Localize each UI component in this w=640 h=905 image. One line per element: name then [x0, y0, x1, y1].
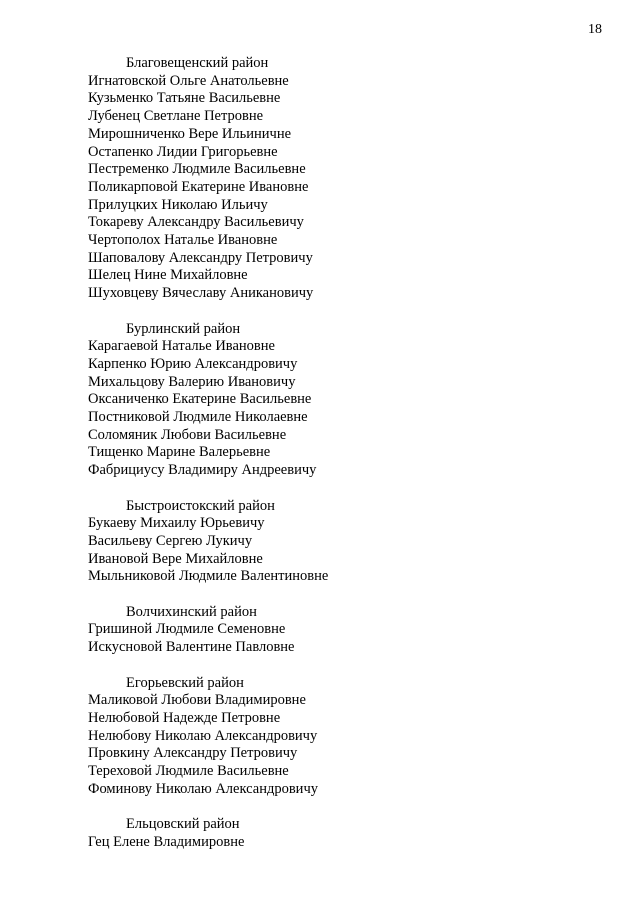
- recipient-name: Ивановой Вере Михайловне: [88, 550, 263, 567]
- recipient-name: Букаеву Михаилу Юрьевичу: [88, 515, 265, 532]
- recipient-name: Шуховцеву Вячеславу Аникановичу: [88, 285, 314, 302]
- district-heading: Бурлинский район: [126, 320, 241, 337]
- district-heading: Благовещенский район: [126, 55, 269, 71]
- recipient-name: Гришиной Людмиле Семеновне: [88, 621, 286, 638]
- recipient-name: Токареву Александру Васильевичу: [88, 214, 304, 231]
- district-section-volchikhinsky: [88, 604, 608, 657]
- recipient-name: Фабрициусу Владимиру Андреевичу: [88, 462, 317, 479]
- recipient-name: Лубенец Светлане Петровне: [88, 108, 264, 125]
- district-section-bystroistoksky: [88, 498, 608, 587]
- district-heading: Волчихинский район: [126, 603, 257, 620]
- recipient-name: Михальцову Валерию Ивановичу: [88, 373, 296, 390]
- recipient-name: Карпенко Юрию Александровичу: [88, 355, 298, 372]
- recipient-name: Шаповалову Александру Петровичу: [88, 249, 313, 266]
- recipient-list: [88, 73, 608, 303]
- document-body: [88, 55, 608, 852]
- recipient-name: Васильеву Сергею Лукичу: [88, 532, 253, 549]
- recipient-name: Шелец Нине Михайловне: [88, 267, 248, 284]
- recipient-name: Соломяник Любови Васильевне: [88, 426, 287, 443]
- recipient-name: Прилуцких Николаю Ильичу: [88, 196, 268, 213]
- recipient-name: Мирошниченко Вере Ильиничне: [88, 125, 292, 142]
- recipient-name: Фоминову Николаю Александровичу: [88, 780, 318, 797]
- recipient-name: Поликарповой Екатерине Ивановне: [88, 178, 309, 195]
- recipient-list: [88, 515, 608, 586]
- district-heading: Быстроистокский район: [126, 497, 275, 514]
- district-heading: Егорьевский район: [126, 674, 244, 691]
- district-section-egoryevsky: [88, 675, 608, 799]
- recipient-name: Кузьменко Татьяне Васильевне: [88, 90, 281, 107]
- recipient-name: Искусновой Валентине Павловне: [88, 639, 295, 656]
- recipient-name: Тищенко Марине Валерьевне: [88, 444, 271, 461]
- district-section-eltsovsky: [88, 816, 608, 851]
- recipient-name: Тереховой Людмиле Васильевне: [88, 763, 289, 780]
- recipient-name: Чертополох Наталье Ивановне: [88, 232, 278, 249]
- recipient-name: Карагаевой Наталье Ивановне: [88, 338, 275, 355]
- recipient-name: Маликовой Любови Владимировне: [88, 692, 306, 709]
- district-section-burlinsky: [88, 321, 608, 480]
- page-number: 18: [588, 22, 602, 37]
- recipient-name: Оксаниченко Екатерине Васильевне: [88, 391, 312, 408]
- recipient-list: [88, 692, 608, 798]
- recipient-name: Остапенко Лидии Григорьевне: [88, 143, 278, 160]
- recipient-list: [88, 621, 608, 656]
- recipient-list: [88, 338, 608, 480]
- recipient-name: Гец Елене Владимировне: [88, 833, 245, 850]
- district-heading: Ельцовский район: [126, 816, 240, 833]
- recipient-name: Нелюбову Николаю Александровичу: [88, 727, 318, 744]
- recipient-name: Мыльниковой Людмиле Валентиновне: [88, 568, 329, 585]
- recipient-name: Нелюбовой Надежде Петровне: [88, 709, 281, 726]
- recipient-list: [88, 834, 608, 852]
- district-section-blagoveshchensky: [88, 55, 608, 303]
- recipient-name: Пестременко Людмиле Васильевне: [88, 161, 306, 178]
- recipient-name: Постниковой Людмиле Николаевне: [88, 409, 308, 426]
- recipient-name: Провкину Александру Петровичу: [88, 745, 298, 762]
- recipient-name: Игнатовской Ольге Анатольевне: [88, 72, 289, 89]
